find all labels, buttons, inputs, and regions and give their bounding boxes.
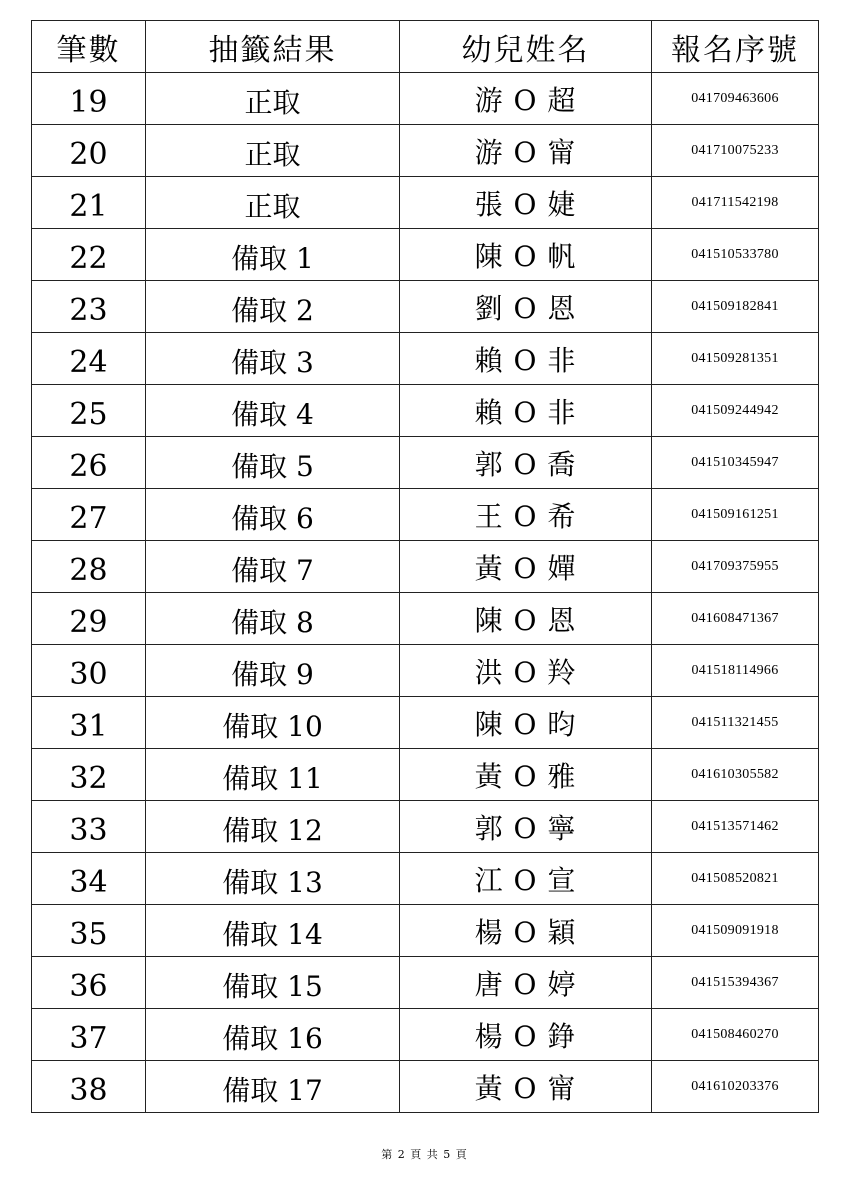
draw-result-cell: 正取 bbox=[146, 73, 400, 125]
draw-result-cell: 備取 14 bbox=[146, 905, 400, 957]
child-name-cell: 賴 O 非 bbox=[400, 333, 652, 385]
registration-number-cell: 041509244942 bbox=[652, 385, 819, 437]
registration-number-cell: 041513571462 bbox=[652, 801, 819, 853]
registration-number-cell: 041610203376 bbox=[652, 1061, 819, 1113]
child-name-cell: 陳 O 帆 bbox=[400, 229, 652, 281]
registration-number-cell: 041509182841 bbox=[652, 281, 819, 333]
table-row bbox=[32, 1009, 819, 1061]
child-name-cell: 陳 O 恩 bbox=[400, 593, 652, 645]
row-count-cell: 33 bbox=[32, 801, 146, 853]
draw-result-cell: 備取 8 bbox=[146, 593, 400, 645]
draw-result-cell: 備取 4 bbox=[146, 385, 400, 437]
row-count-cell: 25 bbox=[32, 385, 146, 437]
table-body bbox=[32, 73, 819, 1113]
table-row bbox=[32, 177, 819, 229]
draw-result-cell: 備取 13 bbox=[146, 853, 400, 905]
registration-number-cell: 041508520821 bbox=[652, 853, 819, 905]
row-count-cell: 22 bbox=[32, 229, 146, 281]
child-name-cell: 黃 O 甯 bbox=[400, 1061, 652, 1113]
child-name-cell: 游 O 超 bbox=[400, 73, 652, 125]
registration-number-cell: 041610305582 bbox=[652, 749, 819, 801]
row-count-cell: 28 bbox=[32, 541, 146, 593]
row-count-cell: 36 bbox=[32, 957, 146, 1009]
registration-number-cell: 041508460270 bbox=[652, 1009, 819, 1061]
draw-result-cell: 備取 5 bbox=[146, 437, 400, 489]
table-row bbox=[32, 437, 819, 489]
registration-number-cell: 041511321455 bbox=[652, 697, 819, 749]
registration-number-cell: 041509091918 bbox=[652, 905, 819, 957]
child-name-cell: 劉 O 恩 bbox=[400, 281, 652, 333]
registration-number-cell: 041518114966 bbox=[652, 645, 819, 697]
registration-number-cell: 041510345947 bbox=[652, 437, 819, 489]
row-count-cell: 20 bbox=[32, 125, 146, 177]
registration-number-cell: 041515394367 bbox=[652, 957, 819, 1009]
draw-result-cell: 備取 1 bbox=[146, 229, 400, 281]
table-row bbox=[32, 697, 819, 749]
table-row bbox=[32, 853, 819, 905]
child-name-cell: 郭 O 寧 bbox=[400, 801, 652, 853]
row-count-cell: 35 bbox=[32, 905, 146, 957]
draw-result-cell: 備取 17 bbox=[146, 1061, 400, 1113]
table-row bbox=[32, 905, 819, 957]
registration-number-cell: 041709375955 bbox=[652, 541, 819, 593]
table-row bbox=[32, 749, 819, 801]
table-header bbox=[32, 21, 819, 73]
draw-result-cell: 備取 6 bbox=[146, 489, 400, 541]
table-row bbox=[32, 541, 819, 593]
draw-result-cell: 備取 10 bbox=[146, 697, 400, 749]
table-row bbox=[32, 73, 819, 125]
lottery-result-table bbox=[31, 20, 819, 1113]
draw-result-cell: 備取 9 bbox=[146, 645, 400, 697]
draw-result-cell: 備取 15 bbox=[146, 957, 400, 1009]
draw-result-cell: 正取 bbox=[146, 125, 400, 177]
registration-number-cell: 041608471367 bbox=[652, 593, 819, 645]
draw-result-cell: 備取 7 bbox=[146, 541, 400, 593]
table-row bbox=[32, 333, 819, 385]
row-count-cell: 27 bbox=[32, 489, 146, 541]
child-name-cell: 黃 O 嬋 bbox=[400, 541, 652, 593]
header-registration-number: 報名序號 bbox=[652, 21, 819, 73]
child-name-cell: 游 O 甯 bbox=[400, 125, 652, 177]
child-name-cell: 張 O 婕 bbox=[400, 177, 652, 229]
table-row bbox=[32, 593, 819, 645]
lottery-result-sheet bbox=[31, 20, 818, 1113]
row-count-cell: 34 bbox=[32, 853, 146, 905]
child-name-cell: 王 O 希 bbox=[400, 489, 652, 541]
header-row bbox=[32, 21, 819, 73]
draw-result-cell: 備取 16 bbox=[146, 1009, 400, 1061]
draw-result-cell: 備取 2 bbox=[146, 281, 400, 333]
registration-number-cell: 041509281351 bbox=[652, 333, 819, 385]
row-count-cell: 30 bbox=[32, 645, 146, 697]
page-footer: 第 2 頁 共 5 頁 bbox=[381, 1148, 468, 1161]
table-row bbox=[32, 645, 819, 697]
table-row bbox=[32, 489, 819, 541]
table-row bbox=[32, 229, 819, 281]
table-row bbox=[32, 801, 819, 853]
table-row bbox=[32, 125, 819, 177]
draw-result-cell: 備取 3 bbox=[146, 333, 400, 385]
child-name-cell: 江 O 宣 bbox=[400, 853, 652, 905]
draw-result-cell: 備取 12 bbox=[146, 801, 400, 853]
row-count-cell: 19 bbox=[32, 73, 146, 125]
child-name-cell: 唐 O 婷 bbox=[400, 957, 652, 1009]
child-name-cell: 楊 O 穎 bbox=[400, 905, 652, 957]
child-name-cell: 洪 O 羚 bbox=[400, 645, 652, 697]
row-count-cell: 23 bbox=[32, 281, 146, 333]
row-count-cell: 38 bbox=[32, 1061, 146, 1113]
table-row bbox=[32, 957, 819, 1009]
header-child-name: 幼兒姓名 bbox=[400, 21, 652, 73]
registration-number-cell: 041709463606 bbox=[652, 73, 819, 125]
draw-result-cell: 備取 11 bbox=[146, 749, 400, 801]
table-row bbox=[32, 385, 819, 437]
registration-number-cell: 041510533780 bbox=[652, 229, 819, 281]
draw-result-cell: 正取 bbox=[146, 177, 400, 229]
row-count-cell: 31 bbox=[32, 697, 146, 749]
row-count-cell: 26 bbox=[32, 437, 146, 489]
row-count-cell: 29 bbox=[32, 593, 146, 645]
header-draw-result: 抽籤結果 bbox=[146, 21, 400, 73]
child-name-cell: 郭 O 喬 bbox=[400, 437, 652, 489]
child-name-cell: 陳 O 昀 bbox=[400, 697, 652, 749]
header-count: 筆數 bbox=[32, 21, 146, 73]
row-count-cell: 21 bbox=[32, 177, 146, 229]
registration-number-cell: 041710075233 bbox=[652, 125, 819, 177]
child-name-cell: 賴 O 非 bbox=[400, 385, 652, 437]
table-row bbox=[32, 1061, 819, 1113]
child-name-cell: 黃 O 雅 bbox=[400, 749, 652, 801]
child-name-cell: 楊 O 錚 bbox=[400, 1009, 652, 1061]
table-row bbox=[32, 281, 819, 333]
registration-number-cell: 041711542198 bbox=[652, 177, 819, 229]
row-count-cell: 37 bbox=[32, 1009, 146, 1061]
row-count-cell: 24 bbox=[32, 333, 146, 385]
registration-number-cell: 041509161251 bbox=[652, 489, 819, 541]
row-count-cell: 32 bbox=[32, 749, 146, 801]
